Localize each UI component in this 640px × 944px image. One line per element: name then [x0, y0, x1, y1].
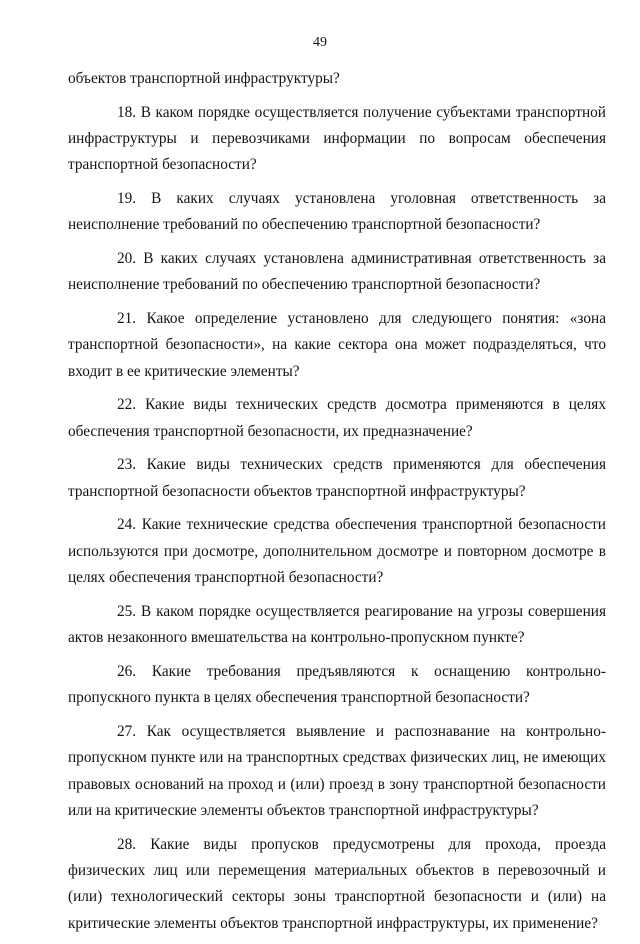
question-21: 21. Какое определение установлено для следующего понятия: «зона транспортной безопасности», на какие сектора она может подразделяться, что входит в ее критические элементы?: [68, 310, 606, 380]
paragraph-continuation: объектов транспортной инфраструктуры?: [68, 70, 340, 87]
question-22: 22. Какие виды технических средств досмотра применяются в целях обеспечения транспортной безопасности, их предназначение?: [68, 396, 606, 440]
question-18: 18. В каком порядке осуществляется получение субъектами транспортной инфраструктуры и перевозчиками информации по вопросам обеспечения транспортной безопасности?: [68, 103, 606, 174]
page-number: 49: [313, 35, 327, 50]
question-19: 19. В каких случаях установлена уголовная ответственность за неисполнение требований по обеспечению транспортной безопасности?: [68, 190, 606, 234]
question-24: 24. Какие технические средства обеспечения транспортной безопасности используются при досмотре, дополнительном досмотре и повторном досмотре в целях обеспечения транспортной безопасности?: [68, 516, 606, 587]
body-text: [68, 66, 606, 944]
question-26: 26. Какие требования предъявляются к оснащению контрольно-пропускного пункта в целях обеспечения транспортной безопасности?: [68, 662, 606, 707]
question-27: 27. Как осуществляется выявление и распознавание на контрольно-пропускном пункте или на транспортных средствах физических лиц, не имеющих правовых оснований на проход и (или) проезд в зону транспортной безопасности или на критические элементы объектов транспортной инфраструктуры?: [68, 722, 606, 820]
question-25: 25. В каком порядке осуществляется реагирование на угрозы совершения актов незаконного вмешательства на контрольно-пропускном пункте?: [68, 602, 606, 647]
question-20: 20. В каких случаях установлена административная ответственность за неисполнение требований по обеспечению транспортной безопасности?: [68, 250, 606, 294]
question-23: 23. Какие виды технических средств применяются для обеспечения транспортной безопасности объектов транспортной инфраструктуры?: [68, 456, 606, 500]
question-28: 28. Какие виды пропусков предусмотрены для прохода, проезда физических лиц или перемещения материальных объектов в перевозочный и (или) технологический секторы зоны транспортной безопасности и (или) на критические элементы объектов транспортной инфраструктуры, их применение?: [68, 835, 606, 932]
